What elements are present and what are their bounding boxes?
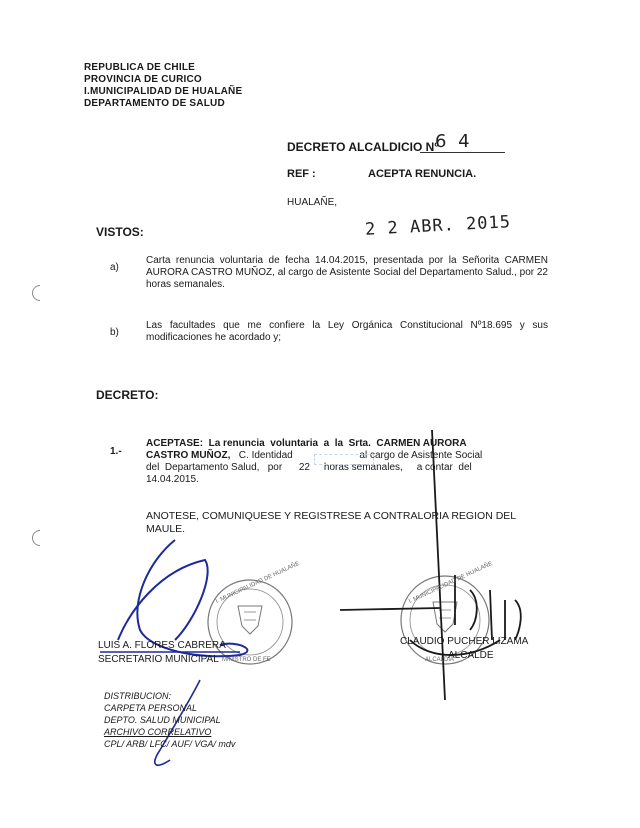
vistos-a-text: Carta renuncia voluntaria de fecha 14.04.2015, presentada por la Señorita CARMEN AURORA CASTRO MUÑOZ, al cargo de Asistente Social del Departamento Salud., por 22 horas semanales. <box>146 255 548 290</box>
date-stamp: 2 2 ABR. 2015 <box>364 212 512 240</box>
signer-right-name: CLAUDIO PUCHER LIZAMA <box>400 636 529 647</box>
place: HUALAÑE, <box>287 197 338 208</box>
decreto-title: DECRETO: <box>96 388 159 402</box>
stamp-right-text: I. MUNICIPALIDAD DE HUALAÑE <box>408 560 494 606</box>
distribution-line-1: CARPETA PERSONAL <box>104 703 198 713</box>
signer-left-name: LUIS A. FLORES CABRERA <box>98 640 226 651</box>
distribution-line-2: DEPTO. SALUD MUNICIPAL <box>104 715 221 725</box>
distribution-line-4: CPL/ ARB/ LFC/ AUF/ VGA/ mdv <box>104 739 236 749</box>
vistos-b-label: b) <box>110 327 119 338</box>
item-1-id-text: C. Identidad al cargo de Asistente Social <box>238 450 483 461</box>
stamp-left-bottom: MINISTRO DE FE <box>222 657 271 663</box>
ref-label: REF : <box>287 168 316 180</box>
decree-title: DECRETO ALCALDICIO Nº <box>287 140 439 154</box>
vistos-title: VISTOS: <box>96 225 144 239</box>
stamp-left-text: I. MUNICIPALIDAD DE HUALAÑE <box>215 560 301 606</box>
stamp-right-bottom: ALCALDIA <box>425 657 455 663</box>
signer-right-title: ALCALDE <box>448 650 494 661</box>
item-1-line-3: del Departamento Salud, por 22 horas semanales, a contar del <box>146 462 472 473</box>
item-1-label: 1.- <box>110 446 122 457</box>
ref-value: ACEPTA RENUNCIA. <box>368 168 477 180</box>
distribution-block <box>104 690 235 750</box>
header-line-4: DEPARTAMENTO DE SALUD <box>84 98 225 109</box>
item-1-line-1: ACEPTASE: La renuncia voluntaria a la Srta. CARMEN AURORA <box>146 438 467 449</box>
header-line-1: REPUBLICA DE CHILE <box>84 62 196 73</box>
header-line-2: PROVINCIA DE CURICO <box>84 74 202 85</box>
item-1-name-rest: CASTRO MUÑOZ, <box>146 450 231 461</box>
decree-number: 6 4 <box>435 131 473 152</box>
header-line-3: I.MUNICIPALIDAD DE HUALAÑE <box>84 86 243 97</box>
vistos-a-label: a) <box>110 262 119 273</box>
distribution-line-3: ARCHIVO CORRELATIVO <box>104 727 212 737</box>
item-1-line-4: 14.04.2015. <box>146 474 199 485</box>
distribution-title: DISTRIBUCION: <box>104 691 172 701</box>
signer-left-title: SECRETARIO MUNICIPAL <box>98 654 219 665</box>
anotese-text: ANOTESE, COMUNIQUESE Y REGISTRESE A CONTRALORIA REGION DEL MAULE. <box>146 510 516 535</box>
vistos-b-text: Las facultades que me confiere la Ley Orgánica Constitucional Nº18.695 y sus modificaciones he acordado y; <box>146 320 548 343</box>
